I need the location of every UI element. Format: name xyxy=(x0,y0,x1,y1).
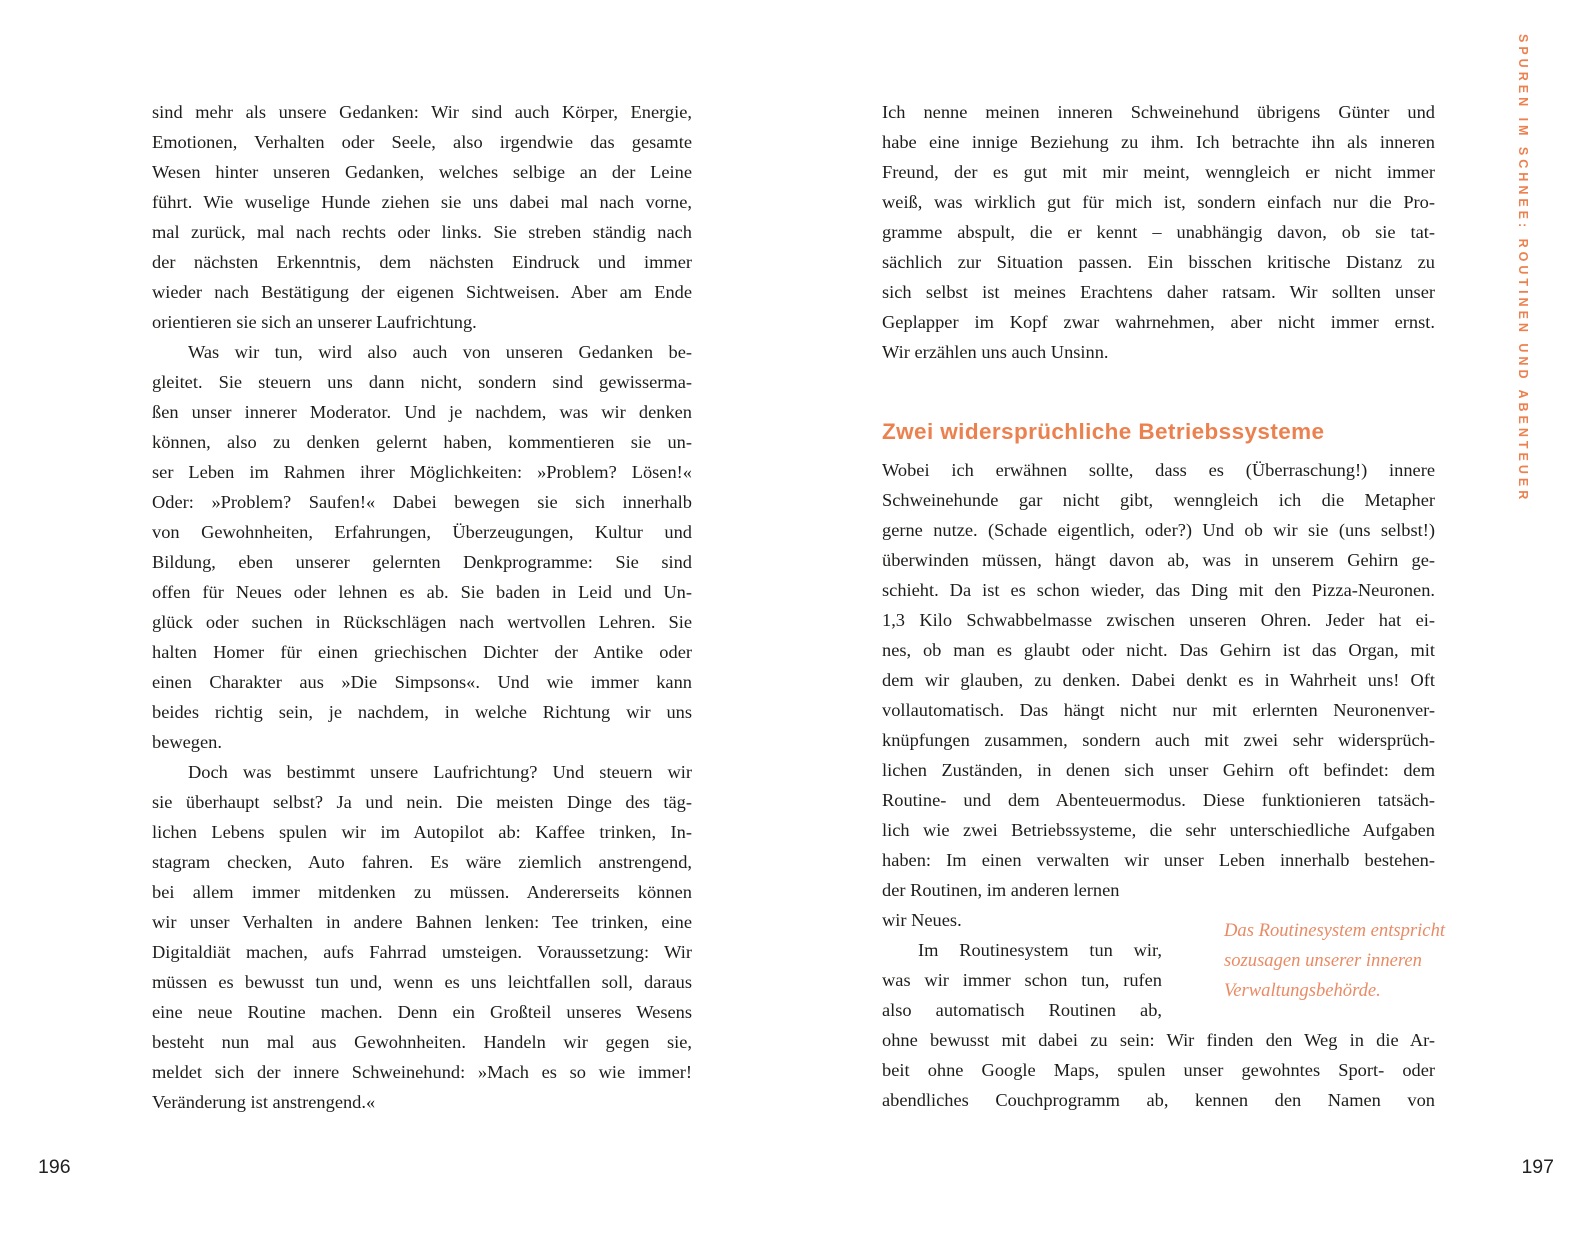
text-line: mal zurück, mal nach rechts oder links. Sie streben ständig nach xyxy=(152,222,692,242)
text-line: Im Routinesystem tun wir, xyxy=(918,940,1162,960)
text-line: Doch was bestimmt unsere Laufrichtung? Und steuern wir xyxy=(188,762,692,782)
margin-note xyxy=(1224,905,1474,1006)
text-line: der nächsten Erkenntnis, dem nächsten Eindruck und immer xyxy=(152,252,692,272)
text-line: Wir erzählen uns auch Unsinn. xyxy=(882,342,1109,362)
text-line: ser Leben im Rahmen ihrer Möglichkeiten: »Problem? Lösen!« xyxy=(152,462,692,482)
text-line: ßen unser innerer Moderator. Und je nachdem, was wir denken xyxy=(152,402,692,422)
text-line: führt. Wie wuselige Hunde ziehen sie uns dabei mal nach vorne, xyxy=(152,192,692,212)
right-page-text-column xyxy=(882,97,1446,1115)
text-line: der Routinen, im anderen lernen xyxy=(882,880,1120,900)
left-paragraph-3 xyxy=(152,757,692,1117)
text-line: meldet sich der innere Schweinehund: »Mach es so wie immer! xyxy=(152,1062,692,1082)
text-line: weiß, was wirklich gut für mich ist, sondern einfach nur die Pro- xyxy=(882,192,1435,212)
text-line: Wesen hinter unseren Gedanken, welches selbige an der Leine xyxy=(152,162,692,182)
text-line: wir Neues. xyxy=(882,910,962,930)
text-line: halten Homer für einen griechischen Dichter der Antike oder xyxy=(152,642,692,662)
text-line: von Gewohnheiten, Erfahrungen, Überzeugungen, Kultur und xyxy=(152,522,692,542)
text-line: sie überhaupt selbst? Ja und nein. Die meisten Dinge des täg- xyxy=(152,792,692,812)
text-wrap-row xyxy=(882,905,1446,1025)
text-line: bewegen. xyxy=(152,732,222,752)
text-line: knüpfungen zusammen, sondern auch mit zwei sehr widersprüch- xyxy=(882,730,1435,750)
text-line: habe eine innige Beziehung zu ihm. Ich betrachte ihn als inneren xyxy=(882,132,1435,152)
text-line: lich wie zwei Betriebssysteme, die sehr unterschiedliche Aufgaben xyxy=(882,820,1435,840)
text-line: überwinden müssen, hängt davon ab, was in unserem Gehirn ge- xyxy=(882,550,1435,570)
text-line: offen für Neues oder lehnen es ab. Sie baden in Leid und Un- xyxy=(152,582,692,602)
text-line: Routine- und dem Abenteuermodus. Diese funktionieren tatsäch- xyxy=(882,790,1435,810)
text-line: sächlich zur Situation passen. Ein bisschen kritische Distanz zu xyxy=(882,252,1435,272)
text-line: glück oder suchen in Rückschlägen nach wertvollen Lehren. Sie xyxy=(152,612,692,632)
text-line: was wir immer schon tun, rufen xyxy=(882,970,1162,990)
text-line: wieder nach Bestätigung der eigenen Sichtweisen. Aber am Ende xyxy=(152,282,692,302)
text-line: lichen Lebens spulen wir im Autopilot ab: Kaffee trinken, In- xyxy=(152,822,692,842)
text-line: stagram checken, Auto fahren. Es wäre ziemlich anstrengend, xyxy=(152,852,692,872)
text-line: lichen Zuständen, in denen sich unser Gehirn oft befindet: dem xyxy=(882,760,1435,780)
text-line: sich selbst ist meines Erachtens daher ratsam. Wir sollten unser xyxy=(882,282,1435,302)
margin-note-line: Verwaltungsbehörde. xyxy=(1224,980,1381,1001)
left-paragraph-1 xyxy=(152,97,692,337)
right-body-paragraph xyxy=(882,455,1435,905)
text-line: orientieren sie sich an unserer Laufrichtung. xyxy=(152,312,477,332)
text-line: gleitet. Sie steuern uns dann nicht, sondern sind gewisserma- xyxy=(152,372,692,392)
text-line: Was wir tun, wird also auch von unseren Gedanken be- xyxy=(188,342,692,362)
text-line: Wobei ich erwähnen sollte, dass es (Überraschung!) innere xyxy=(882,460,1435,480)
running-head: SPUREN IM SCHNEE: ROUTINEN UND ABENTEUER xyxy=(1516,34,1530,504)
narrow-text-column xyxy=(882,905,1162,1025)
text-line: also automatisch Routinen ab, xyxy=(882,1000,1162,1020)
margin-note-line: Das Routinesystem entspricht xyxy=(1224,920,1446,941)
section-heading: Zwei widersprüchliche Betriebssysteme xyxy=(882,419,1325,444)
text-line: Ich nenne meinen inneren Schweinehund übrigens Günter und xyxy=(882,102,1435,122)
left-page-text-column xyxy=(152,97,692,1117)
text-line: Emotionen, Verhalten oder Seele, also irgendwie das gesamte xyxy=(152,132,692,152)
text-line: müssen es bewusst tun und, wenn es uns leichtfallen soll, daraus xyxy=(152,972,692,992)
page-number-left: 196 xyxy=(38,1156,71,1178)
margin-note-line: sozusagen unserer inneren xyxy=(1224,950,1422,971)
text-line: Digitaldiät machen, aufs Fahrrad umsteigen. Voraussetzung: Wir xyxy=(152,942,692,962)
text-line: 1,3 Kilo Schwabbelmasse zwischen unseren Ohren. Jeder hat ei- xyxy=(882,610,1435,630)
page-number-right: 197 xyxy=(1521,1156,1554,1178)
text-line: Veränderung ist anstrengend.« xyxy=(152,1092,376,1112)
text-line: Freund, der es gut mit mir meint, wenngleich er nicht immer xyxy=(882,162,1435,182)
text-line: besteht nun mal aus Gewohnheiten. Handeln wir gegen sie, xyxy=(152,1032,692,1052)
text-line: dem wir glauben, zu denken. Dabei denkt es in Wahrheit uns! Oft xyxy=(882,670,1435,690)
right-intro-paragraph xyxy=(882,97,1435,367)
text-line: ohne bewusst mit dabei zu sein: Wir finden den Weg in die Ar- xyxy=(882,1030,1435,1050)
text-line: beit ohne Google Maps, spulen unser gewohntes Sport- oder xyxy=(882,1060,1435,1080)
text-line: nes, ob man es glaubt oder nicht. Das Gehirn ist das Organ, mit xyxy=(882,640,1435,660)
right-continuation-paragraph xyxy=(882,1025,1435,1115)
text-line: vollautomatisch. Das hängt nicht nur mit erlernten Neuronenver- xyxy=(882,700,1435,720)
text-line: haben: Im einen verwalten wir unser Leben innerhalb bestehen- xyxy=(882,850,1435,870)
text-line: beides richtig sein, je nachdem, in welche Richtung wir uns xyxy=(152,702,692,722)
text-line: können, also zu denken gelernt haben, kommentieren sie un- xyxy=(152,432,692,452)
text-line: einen Charakter aus »Die Simpsons«. Und wie immer kann xyxy=(152,672,692,692)
text-line: sind mehr als unsere Gedanken: Wir sind auch Körper, Energie, xyxy=(152,102,692,122)
left-paragraph-2 xyxy=(152,337,692,757)
text-line: Geplapper im Kopf zwar wahrnehmen, aber nicht immer ernst. xyxy=(882,312,1435,332)
text-line: bei allem immer mitdenken zu müssen. Andererseits können xyxy=(152,882,692,902)
text-line: gerne nutze. (Schade eigentlich, oder?) Und ob wir sie (uns selbst!) xyxy=(882,520,1435,540)
text-line: gramme abspult, die er kennt – unabhängig davon, ob sie tat- xyxy=(882,222,1435,242)
text-line: abendliches Couchprogramm ab, kennen den Namen von xyxy=(882,1090,1435,1110)
text-line: Oder: »Problem? Saufen!« Dabei bewegen sie sich innerhalb xyxy=(152,492,692,512)
text-line: wir unser Verhalten in andere Bahnen lenken: Tee trinken, eine xyxy=(152,912,692,932)
text-line: Schweinehunde gar nicht gibt, wenngleich ich die Metapher xyxy=(882,490,1435,510)
text-line: schieht. Da ist es schon wieder, das Ding mit den Pizza-Neuronen. xyxy=(882,580,1435,600)
text-line: eine neue Routine machen. Denn ein Großteil unseres Wesens xyxy=(152,1002,692,1022)
text-line: Bildung, eben unserer gelernten Denkprogramme: Sie sind xyxy=(152,552,692,572)
